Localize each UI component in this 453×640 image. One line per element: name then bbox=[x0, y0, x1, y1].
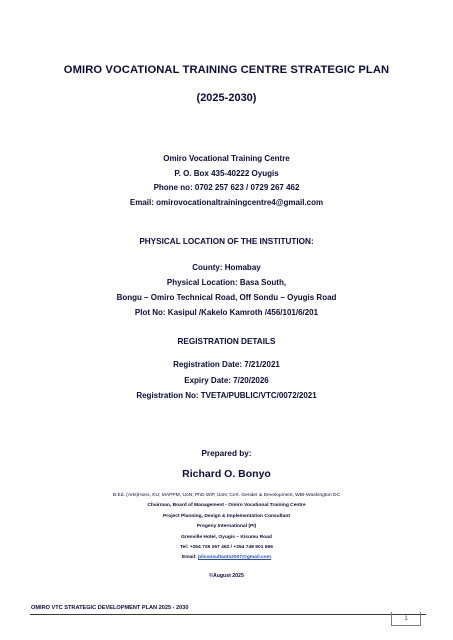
chairman-title: Chairman, Board of Management - Omiro Vocational Training Centre bbox=[147, 503, 306, 509]
registration-heading: REGISTRATION DETAILS bbox=[177, 337, 276, 346]
institution-name: Omiro Vocational Training Centre bbox=[163, 154, 290, 163]
prepared-by-heading: Prepared by: bbox=[201, 449, 252, 458]
footer-text: OMIRO VTC STRATEGIC DEVELOPMENT PLAN 2025 - 2030 bbox=[31, 605, 189, 611]
document-title: OMIRO VOCATIONAL TRAINING CENTRE STRATEGIC PLAN bbox=[63, 64, 390, 76]
document-date: ©August 2025 bbox=[209, 573, 244, 579]
page-number: 1 bbox=[391, 612, 421, 626]
preparer-name: Richard O. Bonyo bbox=[182, 468, 271, 480]
company-address: Grenville Hotel, Oyugis – Kisumu Road bbox=[181, 534, 272, 540]
preparer-email bbox=[0, 553, 453, 563]
institution-contact-block bbox=[0, 152, 453, 210]
registration-date: Registration Date: 7/21/2021 bbox=[173, 360, 280, 369]
consultant-role: Project Planning, Design & Implementation Consultant bbox=[163, 513, 290, 519]
email-link[interactable]: pilconsultants2007@gmail.com bbox=[198, 555, 272, 561]
document-years: (2025-2030) bbox=[196, 92, 257, 104]
expiry-date: Expiry Date: 7/20/2026 bbox=[184, 375, 269, 385]
qualifications: B.Ed. (Arts)Hons, KU; MAPPM, UoN; PhD WiP, UoN; Cert. Gender & Development, WBI-Washington DC bbox=[112, 493, 341, 498]
plot-number: Plot No: Kasipul /Kakelo Kamroth /456/101/6/201 bbox=[134, 308, 319, 317]
institution-email: Email: omirovocationaltrainingcentre4@gmail.com bbox=[129, 197, 324, 207]
physical-location: Physical Location: Basa South, bbox=[166, 278, 287, 287]
registration-block bbox=[0, 357, 453, 404]
county: County: Homabay bbox=[192, 263, 261, 272]
institution-po-box: P. O. Box 435-40222 Oyugis bbox=[174, 168, 279, 178]
company-name: Progeny International (PI) bbox=[196, 524, 257, 530]
physical-location-heading: PHYSICAL LOCATION OF THE INSTITUTION: bbox=[139, 237, 314, 246]
preparer-tel: Tel: +254 729 267 462 / +254 748 901 556 bbox=[180, 545, 273, 551]
road: Bongu – Omiro Technical Road, Off Sondu – Oyugis Road bbox=[116, 293, 337, 302]
footer-divider bbox=[30, 614, 426, 615]
institution-phone: Phone no: 0702 257 623 / 0729 267 462 bbox=[153, 183, 300, 192]
registration-number: Registration No: TVETA/PUBLIC/VTC/0072/2021 bbox=[136, 391, 317, 400]
preparer-credentials bbox=[0, 491, 453, 564]
email-label: Email: bbox=[181, 555, 199, 561]
physical-location-block bbox=[0, 260, 453, 320]
